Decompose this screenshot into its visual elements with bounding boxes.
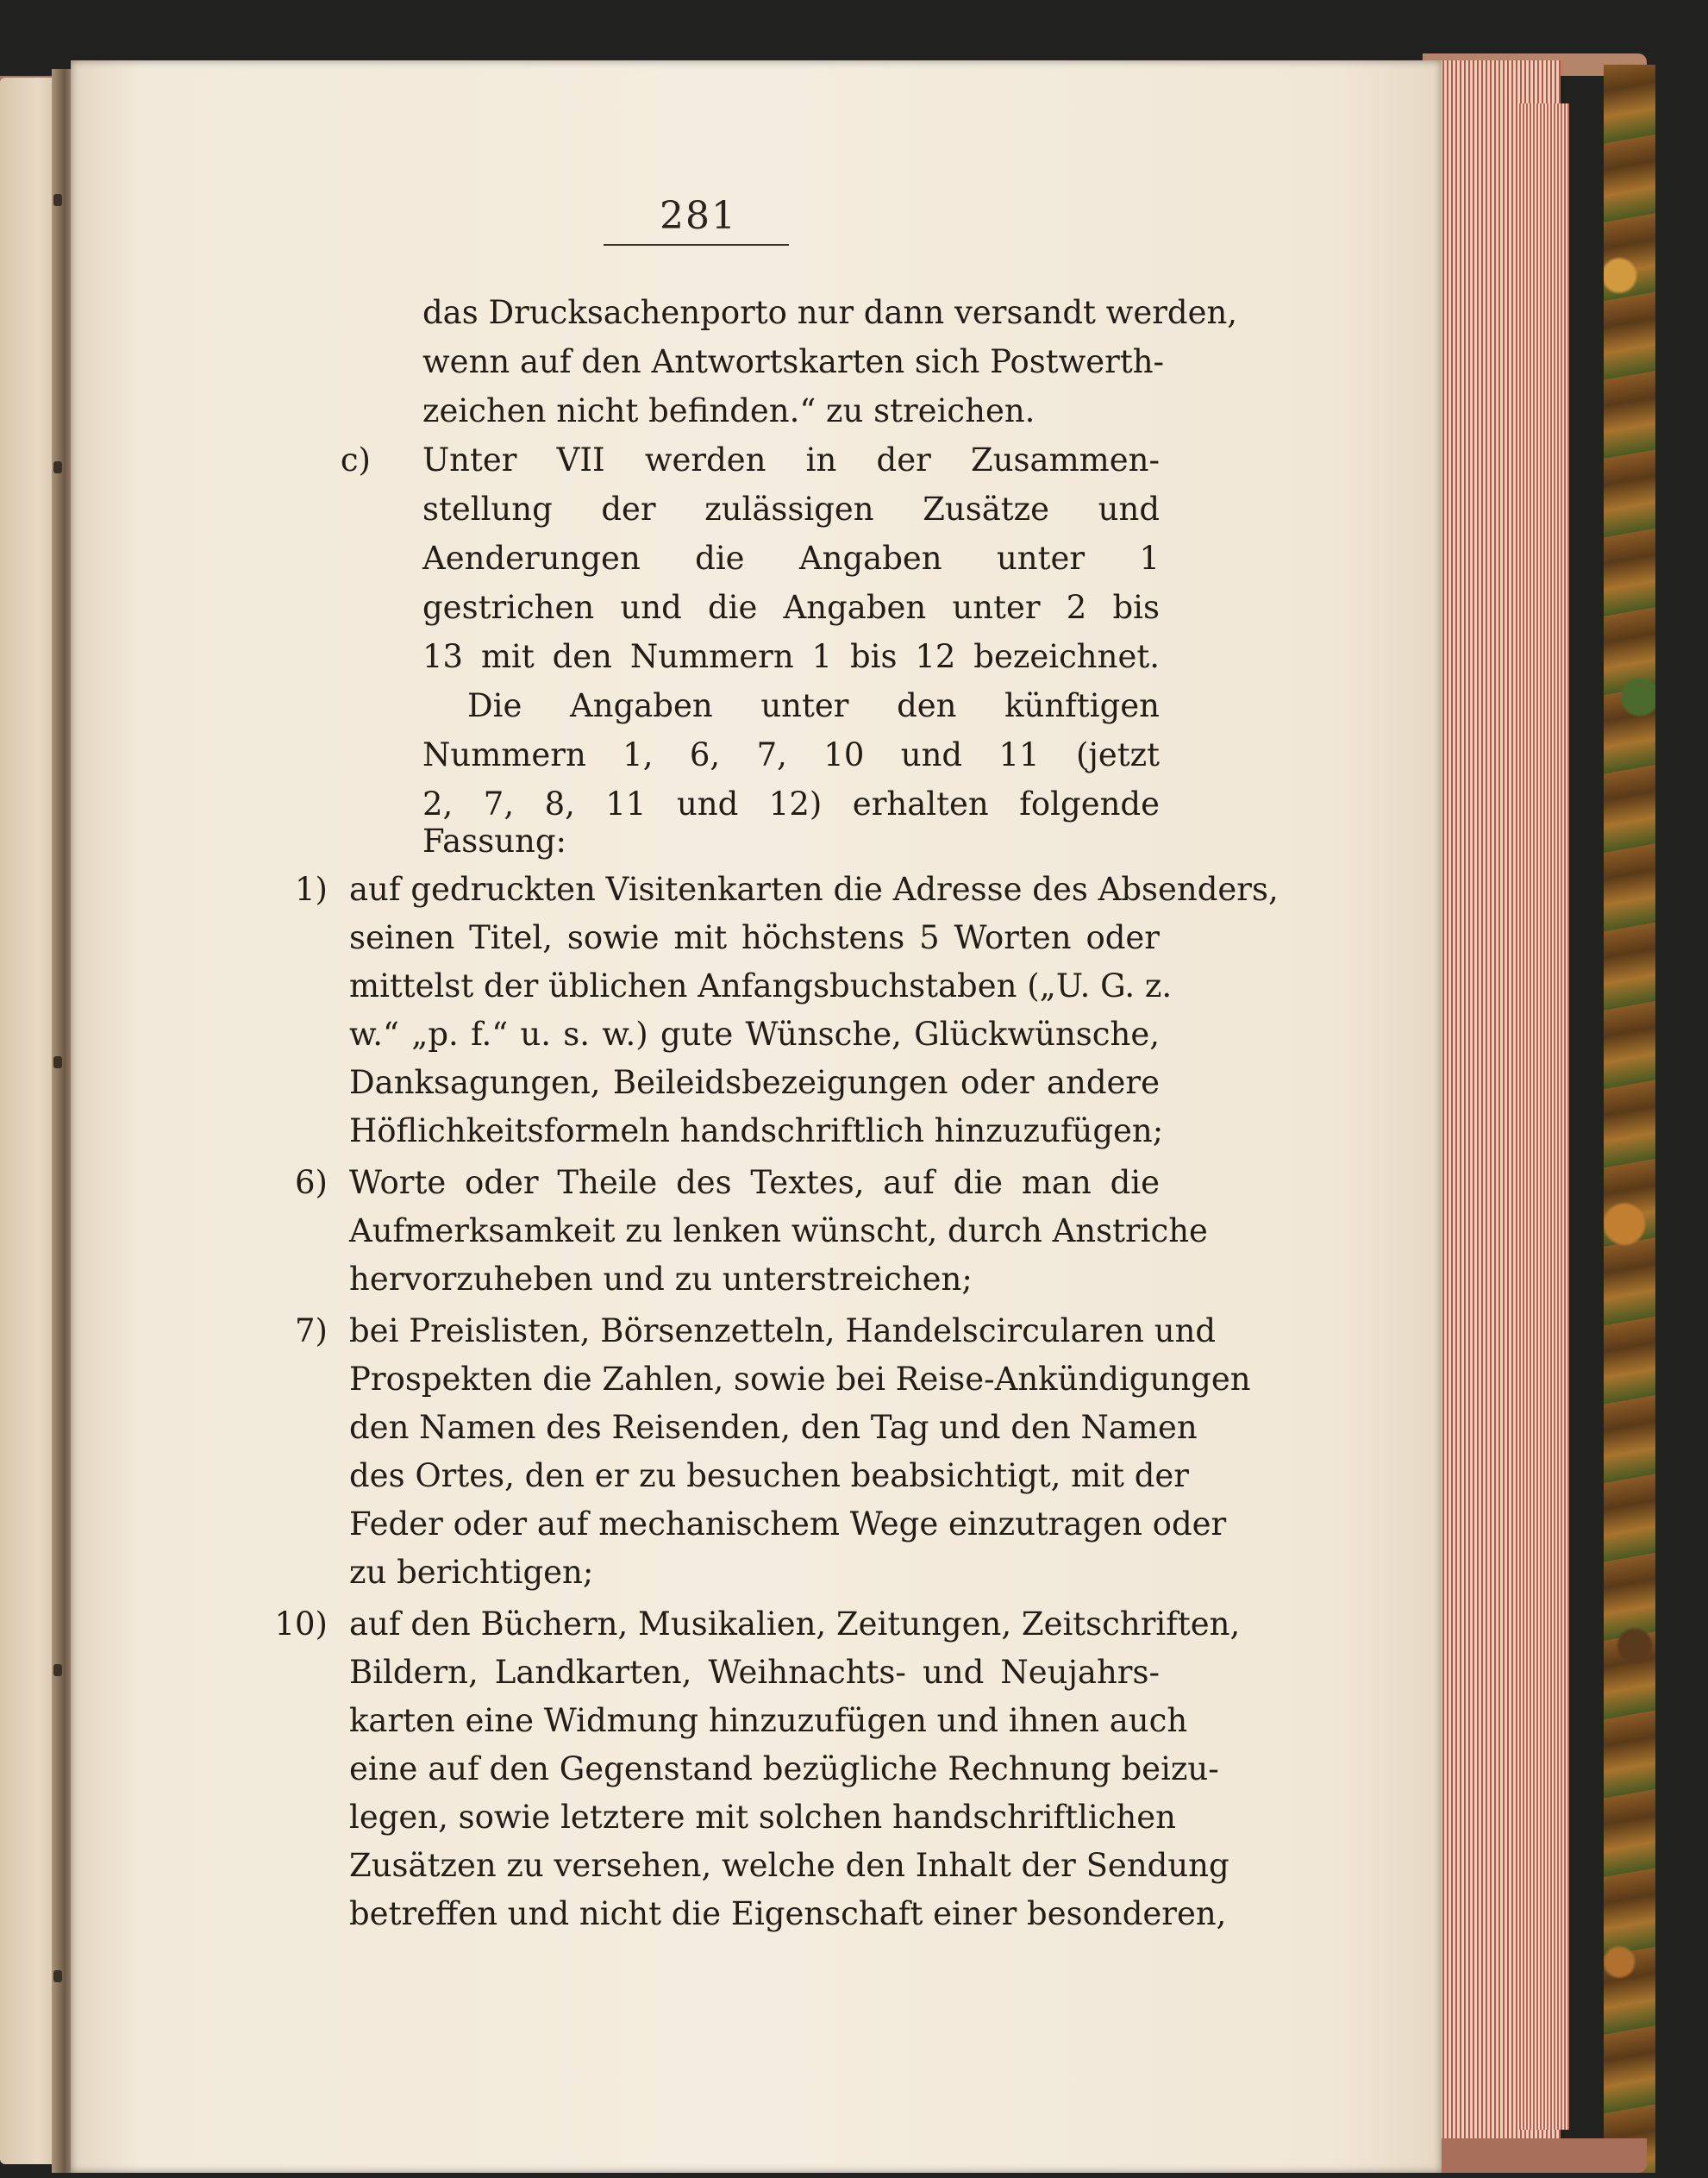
text-line: hervorzuheben und zu unterstreichen; bbox=[349, 1261, 973, 1298]
text-line: auf gedruckten Visitenkarten die Adresse des Absenders, bbox=[349, 871, 1279, 908]
text-line: betreffen und nicht die Eigenschaft einer besonderen, bbox=[349, 1895, 1227, 1932]
text-line: das Drucksachenporto nur dann versandt werden, bbox=[422, 294, 1238, 331]
text-line: Danksagungen, Beileidsbezeigungen oder andere bbox=[349, 1064, 1160, 1101]
text-line: Höflichkeitsformeln handschriftlich hinzuzufügen; bbox=[349, 1112, 1164, 1149]
text-line: bei Preislisten, Börsenzetteln, Handelscircularen und bbox=[349, 1312, 1217, 1349]
page-number: 281 bbox=[660, 194, 737, 238]
binding-stitch bbox=[53, 461, 62, 473]
text-line: den Namen des Reisenden, den Tag und den Namen bbox=[349, 1409, 1198, 1446]
binding-stitch bbox=[53, 1970, 62, 1982]
page-block-inner-edge bbox=[1517, 103, 1569, 2130]
binding-stitch bbox=[53, 194, 62, 206]
header-rule bbox=[604, 244, 789, 246]
book-cover-bottom bbox=[1423, 2138, 1647, 2173]
text-line: Die Angaben unter den künftigen bbox=[467, 687, 1160, 724]
item-marker-c: c) bbox=[340, 441, 371, 479]
binding-stitch bbox=[53, 1056, 62, 1068]
text-line: w.“ „p. f.“ u. s. w.) gute Wünsche, Glückwünsche, bbox=[349, 1016, 1160, 1053]
text-line: stellung der zulässigen Zusätze und bbox=[422, 491, 1160, 528]
text-line: Unter VII werden in der Zusammen- bbox=[422, 441, 1160, 479]
item-marker-6: 6) bbox=[295, 1164, 328, 1201]
text-line: karten eine Widmung hinzuzufügen und ihnen auch bbox=[349, 1702, 1188, 1739]
marbled-cover bbox=[1604, 65, 1655, 2173]
text-line: Zusätzen zu versehen, welche den Inhalt der Sendung bbox=[349, 1847, 1229, 1884]
item-marker-1: 1) bbox=[295, 871, 328, 908]
text-line: Aenderungen die Angaben unter 1 bbox=[422, 540, 1160, 577]
item-marker-10: 10) bbox=[274, 1605, 328, 1643]
text-line: 2, 7, 8, 11 und 12) erhalten folgende bbox=[422, 785, 1160, 823]
text-line: eine auf den Gegenstand bezügliche Rechnung beizu- bbox=[349, 1750, 1219, 1787]
text-line: Nummern 1, 6, 7, 10 und 11 (jetzt bbox=[422, 736, 1160, 773]
text-line: des Ortes, den er zu besuchen beabsichtigt, mit der bbox=[349, 1457, 1189, 1494]
text-line: 13 mit den Nummern 1 bis 12 bezeichnet. bbox=[422, 638, 1160, 675]
text-line: Aufmerksamkeit zu lenken wünscht, durch Anstriche bbox=[349, 1212, 1208, 1249]
text-line: auf den Büchern, Musikalien, Zeitungen, Zeitschriften, bbox=[349, 1605, 1241, 1643]
text-line: legen, sowie letztere mit solchen handschriftlichen bbox=[349, 1799, 1176, 1836]
text-line: gestrichen und die Angaben unter 2 bis bbox=[422, 589, 1160, 626]
text-line: Prospekten die Zahlen, sowie bei Reise-Ankündigungen bbox=[349, 1361, 1251, 1398]
text-line: mittelst der üblichen Anfangsbuchstaben („U. G. z. bbox=[349, 967, 1173, 1005]
text-line: zeichen nicht befinden.“ zu streichen. bbox=[422, 392, 1035, 429]
text-line: Feder oder auf mechanischem Wege einzutragen oder bbox=[349, 1505, 1227, 1543]
text-line: Fassung: bbox=[422, 823, 567, 860]
text-line: Bildern, Landkarten, Weihnachts- und Neujahrs- bbox=[349, 1654, 1160, 1691]
item-marker-7: 7) bbox=[295, 1312, 328, 1349]
text-line: seinen Titel, sowie mit höchstens 5 Worten oder bbox=[349, 919, 1160, 956]
text-line: zu berichtigen; bbox=[349, 1554, 594, 1591]
text-line: Worte oder Theile des Textes, auf die man die bbox=[349, 1164, 1160, 1201]
text-line: wenn auf den Antwortskarten sich Postwerth- bbox=[422, 343, 1165, 380]
binding-stitch bbox=[53, 1664, 62, 1676]
